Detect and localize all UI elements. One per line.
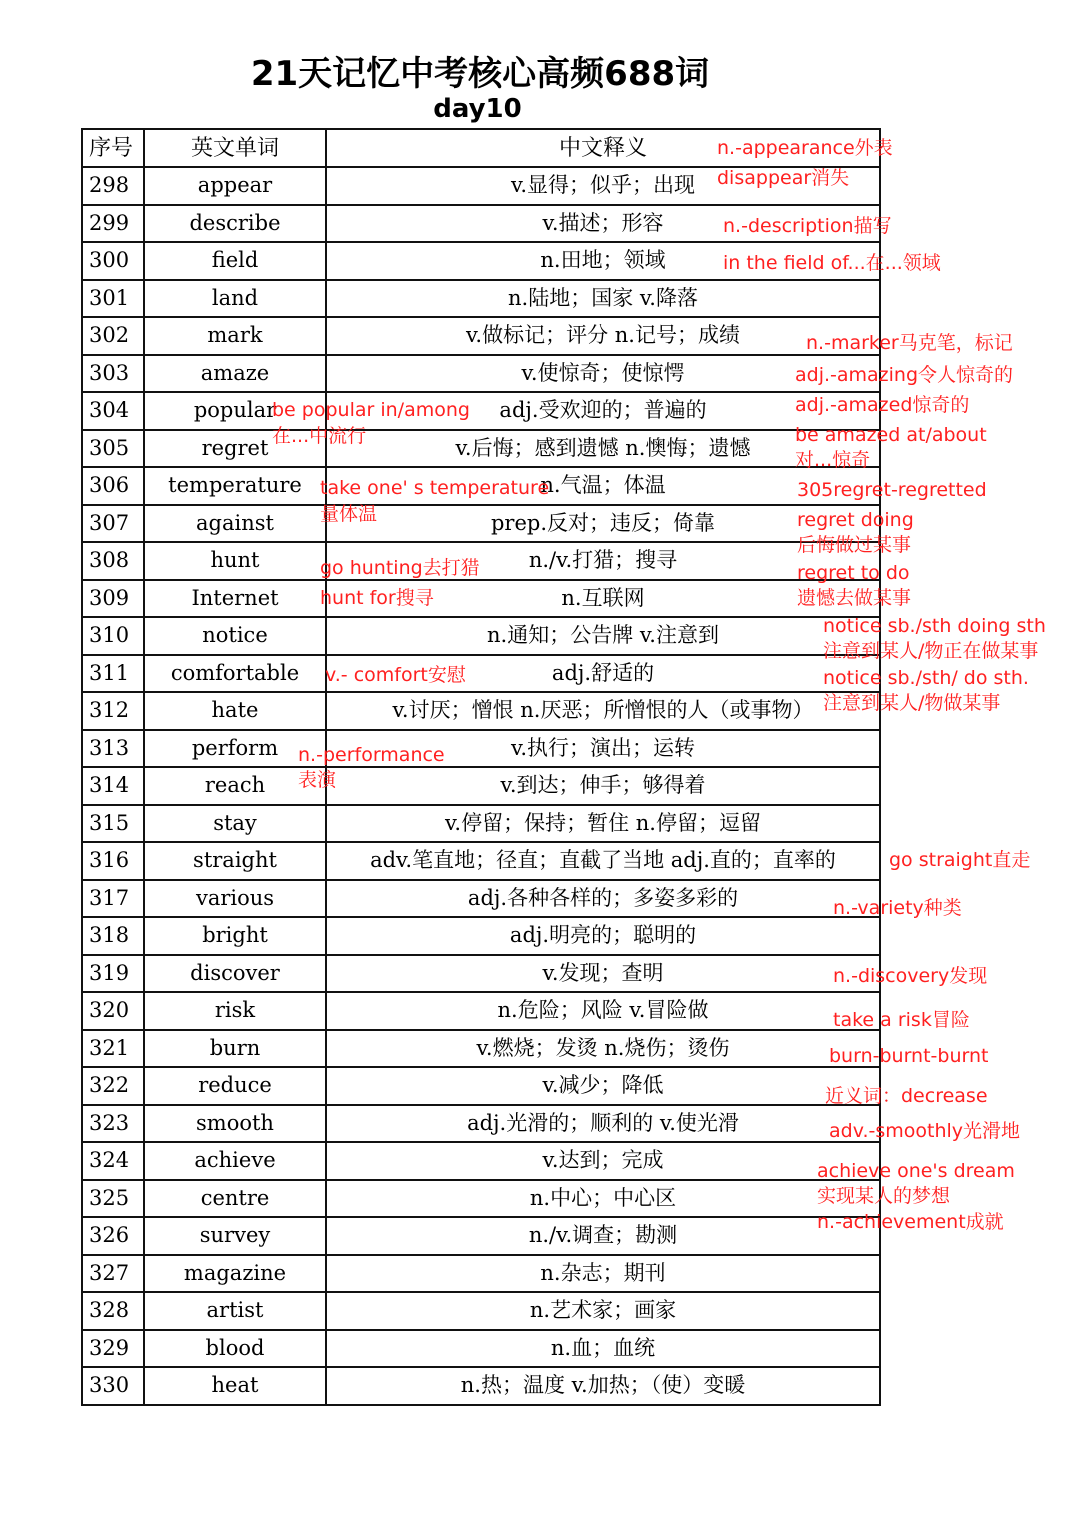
table-row <box>82 280 880 318</box>
annotation: n.-achievement成就 <box>817 1211 1004 1233</box>
annotation: regret to do <box>797 562 910 584</box>
row-definition: n.杂志；期刊 <box>326 1255 880 1293</box>
annotation: go hunting去打猎 <box>320 557 480 579</box>
annotation: 遗憾去做某事 <box>797 587 912 609</box>
row-definition: adj.光滑的；顺利的 v.使光滑 <box>326 1105 880 1143</box>
annotation: be amazed at/about <box>795 424 987 446</box>
row-word: amaze <box>144 355 326 393</box>
column-header-word: 英文单词 <box>144 129 326 167</box>
row-word: centre <box>144 1180 326 1218</box>
page-title: 21天记忆中考核心高频688词 <box>250 54 710 94</box>
row-definition: n.陆地；国家 v.降落 <box>326 280 880 318</box>
row-word: comfortable <box>144 655 326 693</box>
row-word: appear <box>144 167 326 205</box>
row-word: reduce <box>144 1067 326 1105</box>
row-word: artist <box>144 1292 326 1330</box>
row-number: 325 <box>82 1180 144 1218</box>
row-definition: n.中心；中心区 <box>326 1180 880 1218</box>
table-row <box>82 1142 880 1180</box>
annotation: notice sb./sth doing sth <box>823 615 1046 637</box>
row-number: 310 <box>82 617 144 655</box>
table-row <box>82 1292 880 1330</box>
row-definition: n.艺术家；画家 <box>326 1292 880 1330</box>
annotation: notice sb./sth/ do sth. <box>823 667 1029 689</box>
row-number: 304 <box>82 392 144 430</box>
annotation: be popular in/among <box>272 399 470 421</box>
annotation: v.- comfort安慰 <box>325 664 466 686</box>
row-number: 308 <box>82 542 144 580</box>
row-word: land <box>144 280 326 318</box>
annotation: 在...中流行 <box>272 425 367 447</box>
annotation: 后悔做过某事 <box>797 534 912 556</box>
row-definition: v.停留；保持；暂住 n.停留；逗留 <box>326 805 880 843</box>
annotation: burn-burnt-burnt <box>829 1045 989 1067</box>
row-word: various <box>144 880 326 918</box>
row-word: against <box>144 505 326 543</box>
table-row <box>82 1217 880 1255</box>
annotation: go straight直走 <box>889 849 1031 871</box>
table-row <box>82 767 880 805</box>
row-definition: v.描述；形容 <box>326 205 880 243</box>
row-number: 323 <box>82 1105 144 1143</box>
table-row <box>82 505 880 543</box>
annotation: n.-variety种类 <box>833 897 962 919</box>
table-row <box>82 430 880 468</box>
table-row <box>82 805 880 843</box>
annotation: hunt for搜寻 <box>320 587 434 609</box>
row-definition: n.血；血统 <box>326 1330 880 1368</box>
annotation: n.-discovery发现 <box>833 965 988 987</box>
annotation: 量体温 <box>320 503 378 525</box>
row-number: 298 <box>82 167 144 205</box>
row-word: achieve <box>144 1142 326 1180</box>
table-row <box>82 1067 880 1105</box>
row-number: 314 <box>82 767 144 805</box>
row-definition: v.减少；降低 <box>326 1067 880 1105</box>
row-number: 311 <box>82 655 144 693</box>
table-row <box>82 1330 880 1368</box>
row-definition: adj.受欢迎的；普遍的 <box>326 392 880 430</box>
table-row <box>82 730 880 768</box>
page-subtitle: day10 <box>433 94 522 124</box>
row-number: 306 <box>82 467 144 505</box>
row-number: 301 <box>82 280 144 318</box>
table-row <box>82 1180 880 1218</box>
row-definition: n.气温；体温 <box>326 467 880 505</box>
row-number: 327 <box>82 1255 144 1293</box>
row-number: 299 <box>82 205 144 243</box>
table-row <box>82 1367 880 1405</box>
row-definition: adj.明亮的；聪明的 <box>326 917 880 955</box>
row-number: 312 <box>82 692 144 730</box>
row-definition: v.做标记；评分 n.记号；成绩 <box>326 317 880 355</box>
row-number: 319 <box>82 955 144 993</box>
annotation: n.-performance <box>298 744 445 766</box>
table-row <box>82 955 880 993</box>
annotation: 注意到某人/物正在做某事 <box>823 640 1039 662</box>
annotation: take a risk冒险 <box>833 1009 970 1031</box>
row-word: burn <box>144 1030 326 1068</box>
row-word: describe <box>144 205 326 243</box>
row-number: 329 <box>82 1330 144 1368</box>
row-definition: adj.各种各样的；多姿多彩的 <box>326 880 880 918</box>
row-word: smooth <box>144 1105 326 1143</box>
annotation: 305regret-regretted <box>797 479 987 501</box>
annotation: 注意到某人/物做某事 <box>823 692 1001 714</box>
row-word: reach <box>144 767 326 805</box>
row-definition: prep.反对；违反；倚靠 <box>326 505 880 543</box>
row-number: 324 <box>82 1142 144 1180</box>
annotation: take one' s temperature <box>320 477 550 499</box>
table-row <box>82 880 880 918</box>
row-number: 320 <box>82 992 144 1030</box>
table-row <box>82 355 880 393</box>
row-definition: v.后悔；感到遗憾 n.懊悔；遗憾 <box>326 430 880 468</box>
row-word: blood <box>144 1330 326 1368</box>
annotation: n.-appearance外表 <box>717 137 893 159</box>
row-number: 316 <box>82 842 144 880</box>
annotation: adv.-smoothly光滑地 <box>829 1120 1021 1142</box>
row-word: popular <box>144 392 326 430</box>
annotation: regret doing <box>797 509 914 531</box>
row-definition: n.田地；领域 <box>326 242 880 280</box>
row-number: 313 <box>82 730 144 768</box>
row-number: 305 <box>82 430 144 468</box>
annotation: 实现某人的梦想 <box>817 1185 951 1207</box>
table-row <box>82 655 880 693</box>
row-definition: v.达到；完成 <box>326 1142 880 1180</box>
annotation: 近义词：decrease <box>825 1085 988 1107</box>
row-word: survey <box>144 1217 326 1255</box>
row-word: magazine <box>144 1255 326 1293</box>
row-word: stay <box>144 805 326 843</box>
annotation: disappear消失 <box>717 167 850 189</box>
row-definition: n.热；温度 v.加热；（使）变暖 <box>326 1367 880 1405</box>
row-number: 318 <box>82 917 144 955</box>
row-number: 307 <box>82 505 144 543</box>
row-definition: v.使惊奇；使惊愕 <box>326 355 880 393</box>
annotation: 对...惊奇 <box>795 449 871 471</box>
row-number: 328 <box>82 1292 144 1330</box>
row-word: straight <box>144 842 326 880</box>
annotation: 表演 <box>298 769 337 791</box>
vocabulary-table <box>81 128 881 1406</box>
row-number: 330 <box>82 1367 144 1405</box>
row-number: 317 <box>82 880 144 918</box>
row-word: heat <box>144 1367 326 1405</box>
row-number: 315 <box>82 805 144 843</box>
row-definition: n.互联网 <box>326 580 880 618</box>
row-number: 300 <box>82 242 144 280</box>
row-number: 303 <box>82 355 144 393</box>
row-number: 309 <box>82 580 144 618</box>
table-row <box>82 1030 880 1068</box>
column-header-number: 序号 <box>82 129 144 167</box>
row-word: field <box>144 242 326 280</box>
row-number: 302 <box>82 317 144 355</box>
row-definition: v.燃烧；发烫 n.烧伤；烫伤 <box>326 1030 880 1068</box>
row-definition: n./v.调查；勘测 <box>326 1217 880 1255</box>
row-number: 322 <box>82 1067 144 1105</box>
column-header-definition: 中文释义 <box>326 129 880 167</box>
row-word: notice <box>144 617 326 655</box>
table-row <box>82 542 880 580</box>
row-word: hate <box>144 692 326 730</box>
annotation: adj.-amazed惊奇的 <box>795 394 970 416</box>
row-definition: v.显得；似乎；出现 <box>326 167 880 205</box>
row-definition: v.执行；演出；运转 <box>326 730 880 768</box>
row-word: hunt <box>144 542 326 580</box>
row-number: 321 <box>82 1030 144 1068</box>
table-row <box>82 317 880 355</box>
table-row <box>82 917 880 955</box>
row-word: perform <box>144 730 326 768</box>
table-body <box>82 167 880 1405</box>
row-word: mark <box>144 317 326 355</box>
row-definition: adj.舒适的 <box>326 655 880 693</box>
row-definition: v.到达；伸手；够得着 <box>326 767 880 805</box>
annotation: n.-description描写 <box>723 215 892 237</box>
table-row <box>82 842 880 880</box>
table-row <box>82 692 880 730</box>
annotation: adj.-amazing令人惊奇的 <box>795 364 1014 386</box>
table-row <box>82 392 880 430</box>
row-definition: n.危险；风险 v.冒险做 <box>326 992 880 1030</box>
annotation: in the field of...在...领域 <box>723 252 941 274</box>
row-word: Internet <box>144 580 326 618</box>
row-word: regret <box>144 430 326 468</box>
row-definition: adv.笔直地；径直；直截了当地 adj.直的；直率的 <box>326 842 880 880</box>
table-row <box>82 617 880 655</box>
table-row <box>82 580 880 618</box>
table-row <box>82 992 880 1030</box>
row-word: bright <box>144 917 326 955</box>
row-number: 326 <box>82 1217 144 1255</box>
row-definition: v.讨厌；憎恨 n.厌恶；所憎恨的人（或事物） <box>326 692 880 730</box>
row-definition: n./v.打猎；搜寻 <box>326 542 880 580</box>
table-row <box>82 1255 880 1293</box>
row-definition: v.发现；查明 <box>326 955 880 993</box>
annotation: n.-marker马克笔，标记 <box>806 332 1013 354</box>
row-definition: n.通知；公告牌 v.注意到 <box>326 617 880 655</box>
row-word: discover <box>144 955 326 993</box>
row-word: temperature <box>144 467 326 505</box>
row-word: risk <box>144 992 326 1030</box>
table-row <box>82 1105 880 1143</box>
annotation: achieve one's dream <box>817 1160 1015 1182</box>
